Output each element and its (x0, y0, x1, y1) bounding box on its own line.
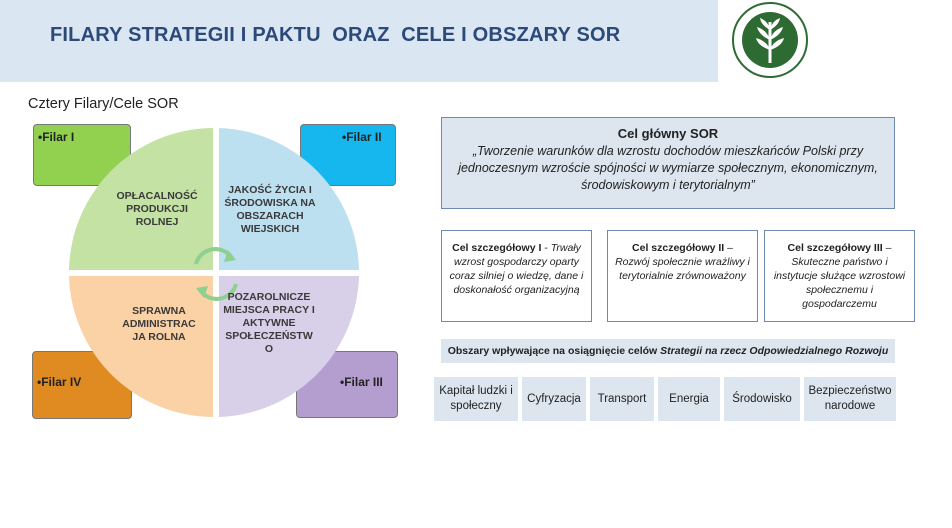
quadrant-4-text: SPRAWNA ADMINISTRAC JA ROLNA (122, 305, 196, 343)
specific-goal-1: Cel szczegółowy I - Trwały wzrost gospodarczy oparty coraz silniej o wiedzę, dane i doskonałość organizacyjną (441, 230, 592, 322)
area-kapital: Kapitał ludzki i społeczny (434, 377, 518, 421)
filar-3-label: •Filar III (340, 375, 383, 389)
filar-2-label: •Filar II (342, 130, 382, 144)
specific-goal-1-text: Trwały wzrost gospodarczy oparty coraz silniej o wiedzę, dane i doskonałość organizacyjną (449, 242, 584, 296)
quadrant-bottom-left (69, 276, 213, 417)
area-transport: Transport (590, 377, 654, 421)
specific-goal-3-text: Skuteczne państwo i instytucje służące wzrostowi społecznemu i gospodarczemu (773, 256, 906, 310)
filar-4-label: •Filar IV (37, 375, 82, 389)
main-goal-title: Cel główny SOR (617, 126, 719, 141)
specific-goal-2-text: Rozwój społecznie wrażliwy i terytorialnie zrównoważony (615, 256, 750, 282)
specific-goal-2: Cel szczegółowy II – Rozwój społecznie wrażliwy i terytorialnie zrównoważony (607, 230, 758, 322)
quadrant-2-text: JAKOŚĆ ŻYCIA I ŚRODOWISKA NA OBSZARACH WIEJSKICH (224, 184, 316, 235)
filar-1-label: •Filar I (38, 130, 75, 144)
area-cyfryzacja: Cyfryzacja (522, 377, 586, 421)
specific-goal-2-title: Cel szczegółowy II (632, 242, 725, 254)
specific-goal-3-title: Cel szczegółowy III (787, 242, 883, 254)
areas-header: Obszary wpływające na osiągnięcie celów Strategii na rzecz Odpowiedzialnego Rozwoju (441, 339, 895, 363)
page-title: FILARY STRATEGII I PAKTU ORAZ CELE I OBSZARY SOR (50, 24, 621, 46)
area-energia: Energia (658, 377, 720, 421)
area-srodowisko: Środowisko (724, 377, 800, 421)
quadrant-3-text: POZAROLNICZE MIEJSCA PRACY I AKTYWNE SPOŁECZEŃSTW O (223, 291, 315, 355)
specific-goal-1-title: Cel szczegółowy I (452, 242, 542, 254)
specific-goal-3: Cel szczegółowy III – Skuteczne państwo i instytucje służące wzrostowi społecznemu i gospodarczemu (764, 230, 915, 322)
pillars-subtitle: Cztery Filary/Cele SOR (28, 96, 179, 112)
area-bezpieczenstwo: Bezpieczeństwo narodowe (804, 377, 896, 421)
main-goal-box (441, 117, 895, 209)
quadrant-1-text: OPŁACALNOŚĆ PRODUKCJI ROLNEJ (116, 190, 198, 228)
main-goal-text: „Tworzenie warunków dla wzrostu dochodów mieszkańców Polski przy jednoczesnym wzroście spójności w wymiarze społecznym, ekonomicznym, środowiskowym i terytorialnym” (458, 144, 878, 192)
